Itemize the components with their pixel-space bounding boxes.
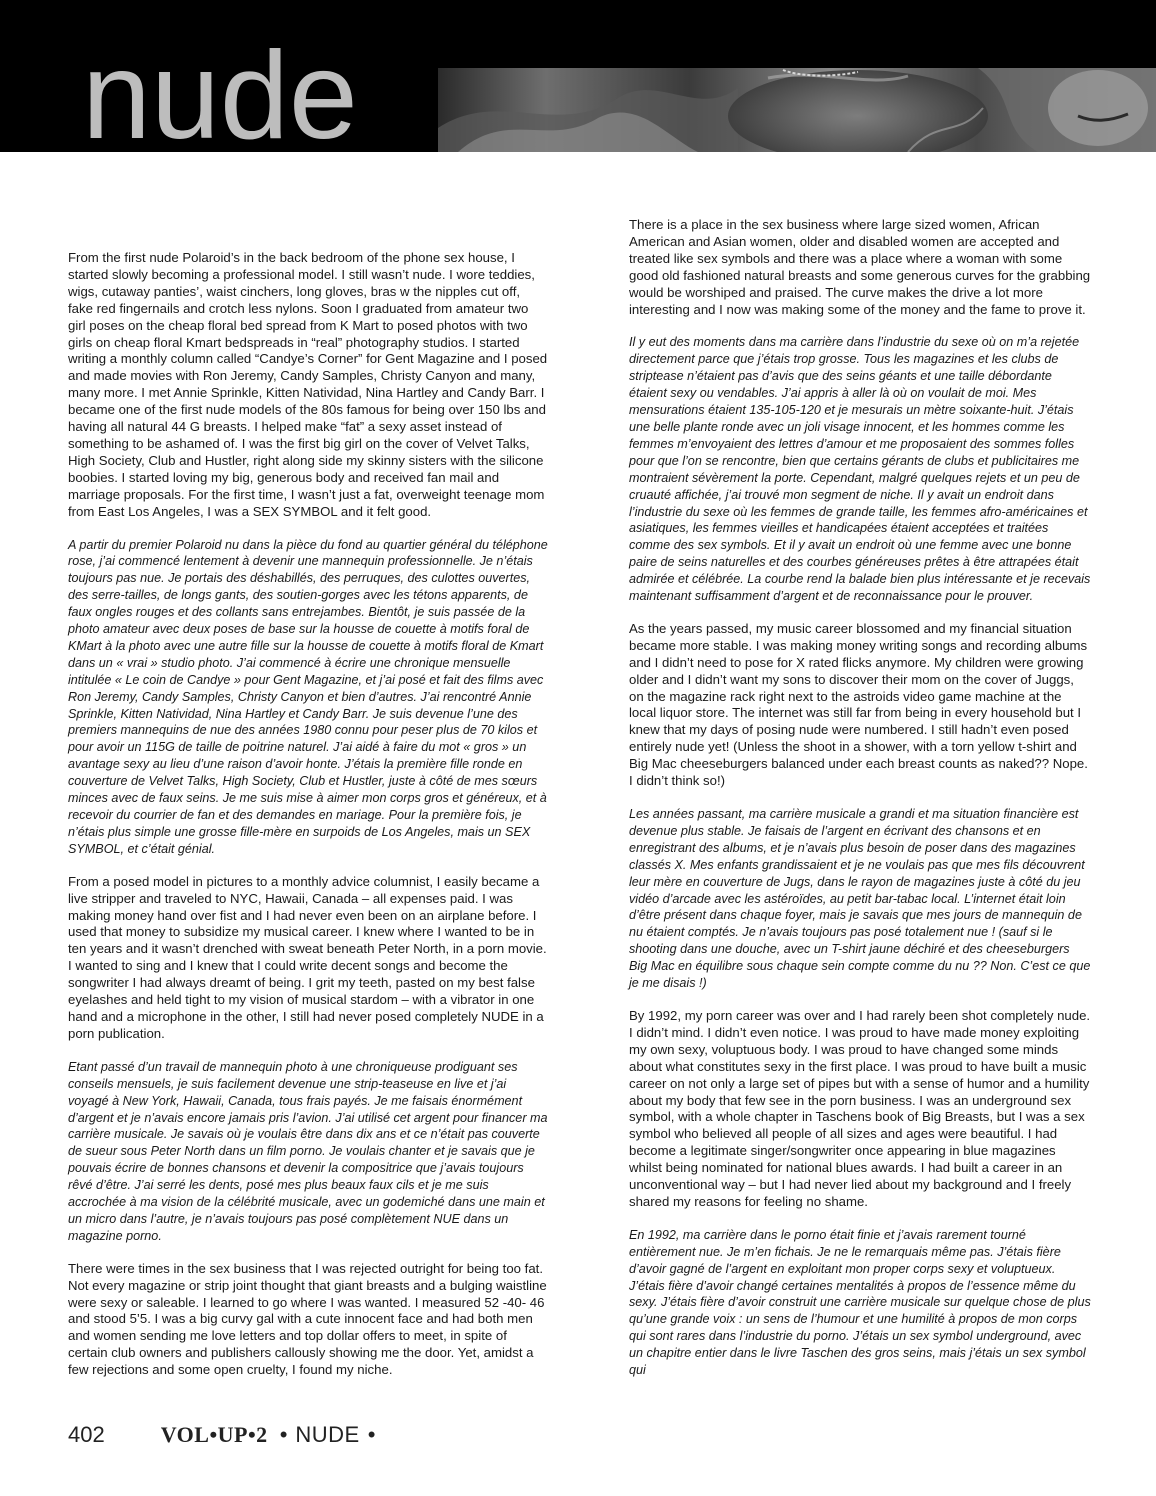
paragraph-fr-4: Les années passant, ma carrière musicale a grandi et ma situation financière est devenue plus stable. Je faisais de l’argent en écrivant des chansons et en enregistrant des albums, et je n’avais plus besoin de poser dans des magazines classés X. Mes enfants grandissaient et je ne voulais pas que mes fils découvrent leur mère en couverture de Jugs, dans le rayon de magazines juste à côté du jeu vidéo d’arcade avec les astéroïdes, au petit bar-tabac local. L’internet était loin d’être présent dans chaque foyer, mais je savais que mes jours de mannequin de nu étaient comptés. Je n’avais toujours pas posé totalement nue ! (sauf si le shooting dans une douche, avec un T-shirt jaune déchiré et des cheeseburgers Big Mac en équilibre sous chaque sein compte comme du nu ?? Non. C’est ce que je me disais !) bbox=[629, 807, 1091, 991]
magazine-title: VOL•UP•2 bbox=[160, 1422, 268, 1447]
footer-section-name: NUDE bbox=[295, 1422, 360, 1447]
paragraph-en-3: There were times in the sex business that I was rejected outright for being too fat. Not every magazine or strip joint thought that giant breasts and a bulging waistline were sexy or saleable. I learned to go where I was wanted. I measured 52 -40- 46 and stood 5’5. I was a big curvy gal with a cute innocent face and had both men and women sending me love letters and top dollar offers to meet, in spite of certain club owners and publishers callously showing me the door. Yet, amidst a few rejections and some open cruelty, I found my niche. bbox=[68, 1260, 547, 1378]
page-footer bbox=[68, 1422, 375, 1452]
paragraph-fr-3: Il y eut des moments dans ma carrière dans l’industrie du sexe où on m’a rejetée directement parce que j’étais trop grosse. Tous les magazines et les clubs de striptease n’étaient pas d’avis que des seins géants et une taille débordante étaient sexy ou vendables. J’ai appris à aller là où on voulait de moi. Mes mensurations étaient 135-105-120 et je mesurais un mètre soixante-huit. J’étais une belle plante ronde avec un joli visage innocent, et les hommes comme les femmes m’envoyaient des lettres d’amour et me proposaient des sommes folles pour que l’on se rencontre, bien que certains gérants de clubs et publicitaires me montraient sévèrement la porte. Cependant, malgré quelques rejets et un peu de cruauté affichée, j’ai trouvé mon segment de niche. Il y avait un endroit dans l’industrie du sexe où les femmes de grande taille, les femmes afro-américaines et asiatiques, les femmes vieilles et handicapées étaient acceptées et traitées comme des sex symbols. Et il y avait un endroit où une femme avec une bonne paire de seins naturelles et des courbes généreuses prêtes à être attrapées était admirée et célébrée. La courbe rend la balade bien plus intéressante et je recevais maintenant suffisamment d’argent et de reconnaissance pour le prouver. bbox=[629, 335, 1091, 604]
footer-bullet: • bbox=[279, 1422, 288, 1447]
paragraph-fr-2: Etant passé d’un travail de mannequin photo à une chroniqueuse prodiguant ses conseils mensuels, je suis facilement devenue une strip-teaseuse en live et j’ai voyagé à New York, Hawaii, Canada, tous frais payés. Je me faisais énormément d’argent et je n’avais encore jamais pris l’avion. J’ai utilisé cet argent pour financer ma carrière musicale. Je savais où je voulais être dans dix ans et ce n’était pas couverte de sueur sous Peter North dans un film porno. Je voulais chanter et je savais que je pouvais écrire de bonnes chansons et devenir la compositrice que j’avais toujours rêvé d’être. J’ai serré les dents, posé mes plus beaux faux cils et je me suis accrochée à ma vision de la célébrité musicale, avec un godemiché dans une main et un micro dans l’autre, je n’avais toujours pas posé complètement NUE dans un magazine porno. bbox=[68, 1059, 548, 1243]
paragraph-en-5: As the years passed, my music career blossomed and my financial situation became more stable. I was making money writing songs and recording albums and I didn’t need to pose for X rated flicks anymore. My children were growing older and I didn’t want my sons to discover their mom on the cover of Juggs, on the magazine rack right next to the astroids video game machine at the local liquor store. The internet was still far from being in every household but I knew that my days of posing nude were numbered. I still hadn’t even posed entirely nude yet! (Unless the shoot in a shower, with a torn yellow t-shirt and Big Mac cheeseburgers balanced under each breast counts as naked?? Nope. I didn’t think so!) bbox=[629, 620, 1088, 789]
footer-bullet-end: • bbox=[367, 1422, 376, 1447]
page-number: 402 bbox=[68, 1422, 105, 1447]
section-title: nude bbox=[82, 27, 358, 165]
header-photo bbox=[438, 68, 1156, 152]
paragraph-en-2: From a posed model in pictures to a monthly advice columnist, I easily became a live stripper and traveled to NYC, Hawaii, Canada – all expenses paid. I was making money hand over fist and I had never even been on an airplane before. I used that money to subsidize my musical career. I knew where I wanted to be in ten years and it wasn’t drenched with sweat beneath Peter North, in a porn movie. I wanted to sing and I knew that I could write decent songs and become the songwriter I had always dreamt of being. I grit my teeth, pasted on my best false eyelashes and held tight to my vision of musical stardom – with a vibrator in one hand and a microphone in the other, I still had never posed completely NUDE in a porn publication. bbox=[68, 873, 547, 1041]
left-column bbox=[68, 250, 548, 1395]
paragraph-fr-1: A partir du premier Polaroid nu dans la pièce du fond au quartier général du téléphone rose, j’ai commencé lentement à devenir une mannequin professionnelle. Je n’étais toujours pas nue. Je portais des déshabillés, des perruques, des culottes ouvertes, des serre-tailles, de longs gants, des soutien-gorges avec les tétons apparents, de faux ongles rouges et des collants sans entrejambes. Bientôt, je suis passée de la photo amateur avec deux poses de base sur la housse de couette à motifs foral de KMart à la photo avec une autre fille sur la housse de couette à motifs floral de Kmart dans un « vrai » studio photo. J’ai commencé à écrire une chronique mensuelle intitulée « Le coin de Candye » pour Gent Magazine, et j’ai posé et fait des films avec Ron Jeremy, Candy Samples, Christy Canyon et bien d’autres. J’ai rencontré Annie Sprinkle, Kitten Natividad, Nina Hartley et Candy Barr. Je suis devenue l’une des premiers mannequins de nue des années 1980 connu pour peser plus de 70 kilos et pour avoir un 115G de taille de poitrine naturel. J’ai aidé à faire du mot « gros » un avantage sexy au lieu d’une raison d’avoir honte. J’étais la première fille ronde en couverture de Velvet Talks, High Society, Club et Hustler, juste à côté de mes sœurs minces avec de faux seins. Je me suis mise à aimer mon corps gros et généreux, et à recevoir du courrier de fan et des demandes en mariage. Pour la première fois, je n’étais plus simple une grosse fille-mère en surpoids de Los Angeles, mais un SEX SYMBOL, et c’était génial. bbox=[68, 537, 548, 856]
paragraph-en-1: From the first nude Polaroid’s in the back bedroom of the phone sex house, I started slowly becoming a professional model. I still wasn’t nude. I wore teddies, wigs, cutaway panties’, waist cinchers, long gloves, bras w the nipples cut off, fake red fingernails and crotch less nylons. Soon I graduated from amateur two girl poses on the cheap floral bed spread from K Mart to posed photos with two girls on cheap floral Kmart bedspreads in “real” photography studios. I started writing a monthly column called “Candye’s Corner” for Gent Magazine and I posed and made movies with Ron Jeremy, Candy Samples, Christy Canyon and many, many more. I met Annie Sprinkle, Kitten Natividad, Nina Hartley and Candy Barr. I became one of the first nude models of the 80s famous for being over 150 lbs and having all natural 44 G breasts. I helped make “fat” a sexy asset instead of something to be ashamed of. I was the first big girl on the cover of Velvet Talks, High Society, Club and Hustler, right along side my skinny sisters with the silicone boobies. I started loving my big, generous body and received fan mail and marriage proposals. For the first time, I wasn’t just a fat, overweight teenage mom from East Los Angeles, I was a SEX SYMBOL and it felt good. bbox=[68, 250, 548, 519]
paragraph-fr-5: En 1992, ma carrière dans le porno était finie et j’avais rarement tourné entièrement nue. Je m’en fichais. Je ne le remarquais même pas. J’étais fière d’avoir gagné de l’argent en exploitant mon proper corps sexy et voluptueux. J’étais fière d’avoir changé certaines mentalités à propos de l’essence même du sexy. J’étais fière d’avoir construit une carrière musicale sur quelque chose de plus qu’une grande voix : un sens de l’humour et une humilité à propos de mon corps qui sont rares dans l’industrie du porno. J’étais un sex symbol underground, avec un chapitre entier dans le livre Taschen des gros seins, mais j’étais un sex symbol qui bbox=[629, 1227, 1091, 1378]
paragraph-en-4: There is a place in the sex business where large sized women, African American and Asian women, older and disabled women are accepted and treated like sex symbols and there was a place where a woman with some good old fashioned natural breasts and some generous curves for the grabbing would be worshiped and praised. The curve makes the drive a lot more interesting and I now was making some of the money and the fame to prove it. bbox=[629, 217, 1091, 317]
right-column bbox=[629, 217, 1091, 1379]
paragraph-en-6: By 1992, my porn career was over and I had rarely been shot completely nude. I didn’t mind. I didn’t even notice. I was proud to have made money exploiting my own sexy, voluptuous body. I was proud to have changed some minds about what constitutes sexy in the first place. I was proud to have built a music career on not only a large set of pipes but with a sense of humor and a humility about my body that few see in the porn business. I was an underground sex symbol, with a whole chapter in Taschens book of Big Breasts, but I was a sex symbol who believed all people of all sizes and ages were beautiful. I had become a legitimate singer/songwriter once appearing in blue magazines whilst being nominated for national blues awards. I had built a career in an unconventional way – but I had never lied about my background and I freely shared my reasons for feeling no shame. bbox=[629, 1007, 1091, 1209]
